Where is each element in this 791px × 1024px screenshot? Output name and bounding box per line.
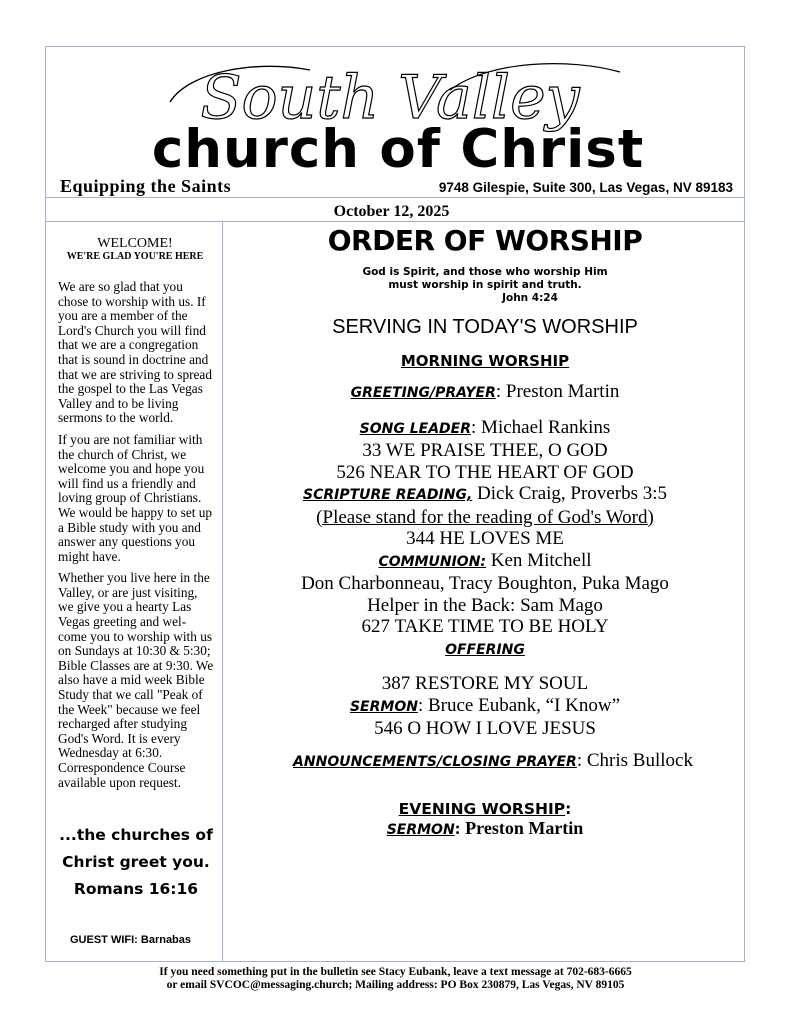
date-divider [45, 221, 745, 222]
communion-label: COMMUNION: [378, 553, 487, 570]
footer-line: If you need something put in the bulletin see Stacy Eubank, leave a text message at 702-683-6665 [159, 966, 632, 978]
offering-row [225, 638, 745, 662]
bulletin-footer [0, 966, 791, 992]
verse-line: God is Spirit, and those who worship Him [362, 266, 608, 278]
sermon-value: : Bruce Eubank, “I Know” [417, 694, 621, 716]
morning-worship-heading: MORNING WORSHIP [400, 352, 570, 370]
address: 9748 Gilespie, Suite 300, Las Vegas, NV 89183 [438, 180, 733, 195]
communion-servers: Don Charbonneau, Tracy Boughton, Puka Mago [301, 573, 669, 594]
logo-main: church of Christ [151, 119, 645, 180]
date-text: October 12, 2025 [333, 203, 450, 220]
sermon-label: SERMON [349, 698, 418, 715]
evening-worship [225, 800, 745, 842]
order-list [225, 381, 745, 773]
song-4: 627 TAKE TIME TO BE HOLY [361, 616, 609, 637]
evening-colon: : [565, 800, 572, 818]
greeting-verse [56, 822, 216, 903]
evening-sermon-value: : Preston Martin [454, 818, 584, 838]
offering-label: OFFERING [445, 641, 525, 658]
welcome-paragraph: We are so glad that you chose to worship with us. If you are a member of the Lord's Church you will find that we are a congregation that is sound in doctrine and that we are striving to spread the gospel to the Las Vegas Valley and to be living sermons to the world. [58, 279, 212, 426]
evening-heading-row [225, 800, 745, 818]
greeting-row [225, 381, 745, 405]
logo-script-text: South Valley [200, 63, 580, 133]
song-5: 387 RESTORE MY SOUL [381, 673, 589, 694]
welcome-paragraph: If you are not familiar with the church of Christ, we welcome you and hope you will find us a friendly and loving group of Christians. We would be happy to set up a Bible study with you and answer any questions you might have. [58, 431, 213, 564]
theme-verse [225, 266, 745, 305]
communion-value: Ken Mitchell [486, 549, 592, 571]
song-2: 526 NEAR TO THE HEART OF GOD [336, 461, 634, 483]
serving-heading: SERVING IN TODAY'S WORSHIP [332, 316, 638, 338]
song-leader-value: : Michael Rankins [471, 416, 611, 438]
scripture-value: Dick Craig, Proverbs 3:5 [472, 483, 667, 504]
song-6: 546 O HOW I LOVE JESUS [374, 718, 596, 739]
sidebar-right-border [222, 221, 223, 962]
scripture-label: SCRIPTURE READING, [302, 487, 473, 503]
welcome-subtitle: WE'RE GLAD YOU'RE HERE [66, 251, 204, 262]
order-of-worship-title: ORDER OF WORSHIP [327, 224, 643, 257]
communion-row [225, 550, 745, 574]
header-divider [45, 197, 745, 198]
footer-line: or email SVCOC@messaging.church; Mailing address: PO Box 230879, Las Vegas, NV 89105 [166, 979, 625, 991]
welcome-sidebar [56, 236, 214, 797]
greeting-label: GREETING/PRAYER [350, 385, 496, 401]
welcome-title: WELCOME! [97, 236, 173, 251]
greet-line: ...the churches of [59, 826, 213, 844]
tagline: Equipping the Saints [60, 176, 232, 196]
greeting-value: : Preston Martin [495, 381, 620, 402]
evening-sermon-label: SERMON [386, 822, 455, 838]
evening-heading: EVENING WORSHIP [398, 800, 566, 818]
greet-ref: Romans 16:16 [73, 880, 199, 898]
song-1: 33 WE PRAISE THEE, O GOD [362, 440, 608, 461]
evening-sermon-row [225, 818, 745, 842]
welcome-paragraph: Whether you live here in the Valley, or are just visiting, we give you a hearty Las Vegas greeting and wel-come you to worship with us on Sundays at 10:30 & 5:30; Bible Classes are at 9:30. We also have a mid week Bible Study that we call "Peak of the Week" because we feel recharged after studying God's Word. It is every Wednesday at 6:30. Correspondence Course available upon request. [58, 570, 214, 790]
stand-note: (Please stand for the reading of God's Word) [316, 506, 654, 528]
sermon-row [225, 695, 745, 719]
song-leader-row [225, 417, 745, 441]
helper-row: Helper in the Back: Sam Mago [367, 594, 603, 616]
greet-line: Christ greet you. [62, 853, 210, 871]
song-leader-label: SONG LEADER [359, 420, 472, 437]
verse-line: must worship in spirit and truth. [388, 279, 582, 291]
guest-wifi: GUEST WIFI: Barnabas [70, 934, 192, 946]
closing-value: : Chris Bullock [576, 749, 693, 771]
verse-ref: John 4:24 [502, 292, 558, 304]
bulletin-date [0, 203, 791, 221]
closing-label: ANNOUNCEMENTS/CLOSING PRAYER [293, 753, 577, 770]
song-3: 344 HE LOVES ME [406, 528, 564, 549]
sidebar-left-border [45, 221, 46, 962]
scripture-row [225, 483, 745, 507]
closing-row [225, 750, 745, 774]
